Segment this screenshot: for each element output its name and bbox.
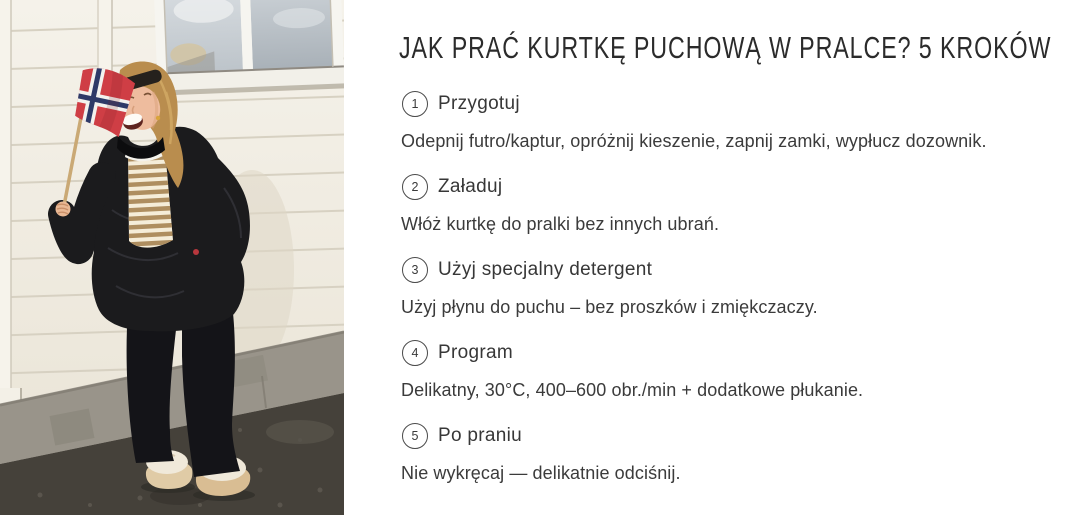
window [154, 0, 344, 96]
step-description: Włóż kurtkę do pralki bez innych ubrań. [401, 214, 720, 234]
step-heading: Po praniu [438, 425, 523, 446]
steps-list [399, 90, 1059, 505]
page-title: JAK PRAĆ KURTKĘ PUCHOWĄ W PRALCE? 5 KROKÓW [399, 30, 1052, 65]
step-heading: Przygotuj [438, 93, 520, 114]
step-item-2 [399, 173, 1059, 237]
zipper-pull [193, 249, 199, 255]
step-heading: Program [438, 342, 513, 363]
step-number-badge: 1 [402, 91, 428, 117]
step-number-badge: 5 [402, 423, 428, 449]
step-description: Nie wykręcaj — delikatnie odciśnij. [401, 463, 681, 483]
step-number-badge: 4 [402, 340, 428, 366]
step-heading: Użyj specjalny detergent [438, 259, 653, 280]
step-description: Odepnij futro/kaptur, opróżnij kieszenie, zapnij zamki, wypłucz dozownik. [401, 131, 987, 151]
step-item-4 [399, 339, 1059, 403]
step-description: Delikatny, 30°C, 400–600 obr./min + dodatkowe płukanie. [401, 380, 864, 400]
step-item-5 [399, 422, 1059, 486]
steps-panel [399, 0, 1059, 515]
step-heading: Załaduj [438, 176, 503, 197]
earring [156, 116, 160, 120]
step-number-badge: 3 [402, 257, 428, 283]
step-item-3 [399, 256, 1059, 320]
step-description: Użyj płynu do puchu – bez proszków i zmiękczaczy. [401, 297, 818, 317]
step-item-1 [399, 90, 1059, 154]
step-number-badge: 2 [402, 174, 428, 200]
downspout [98, 0, 112, 76]
photo-woman-norwegian-flag [0, 0, 344, 515]
